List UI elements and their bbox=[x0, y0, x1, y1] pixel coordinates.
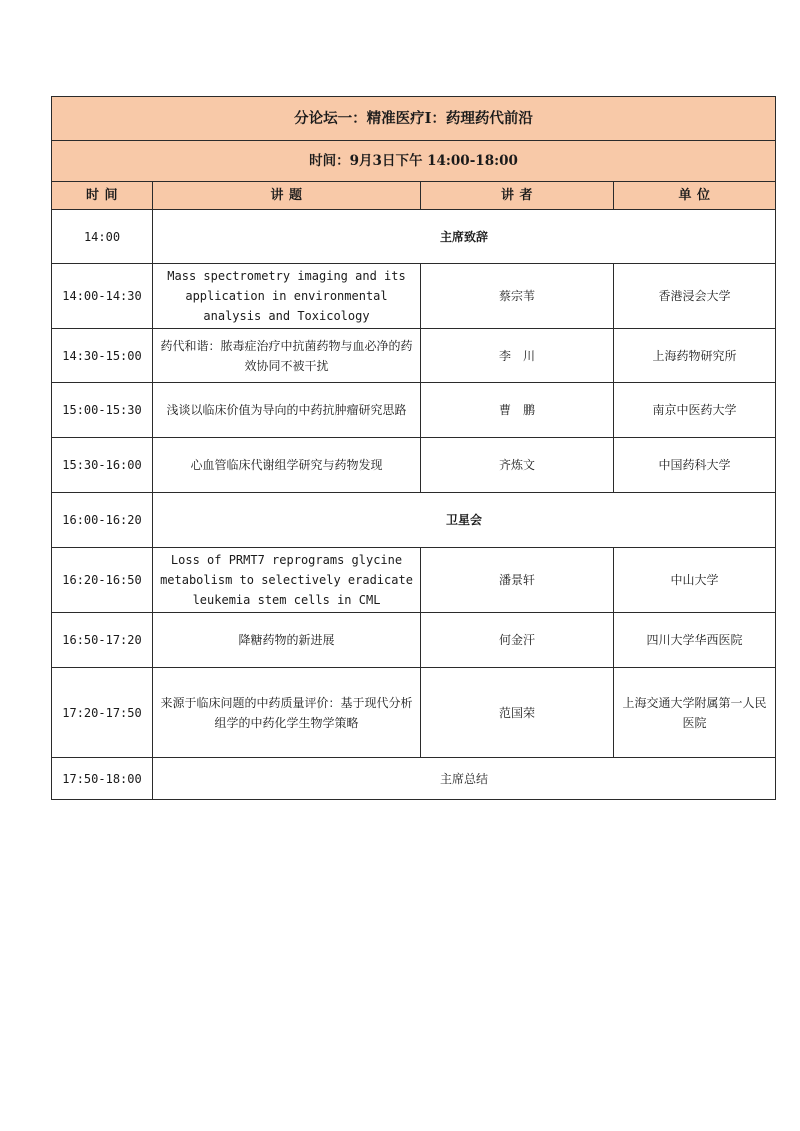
header-time: 时 间 bbox=[52, 182, 153, 210]
session-label: 卫星会 bbox=[153, 493, 776, 548]
session-time: 17:20-17:50 bbox=[52, 668, 153, 758]
session-speaker: 曹 鹏 bbox=[421, 383, 614, 438]
session-topic: 降糖药物的新进展 bbox=[153, 613, 421, 668]
table-row bbox=[52, 438, 776, 493]
session-unit: 中国药科大学 bbox=[614, 438, 776, 493]
table-row bbox=[52, 613, 776, 668]
session-unit: 中山大学 bbox=[614, 548, 776, 613]
title-row bbox=[52, 97, 776, 141]
header-topic: 讲 题 bbox=[153, 182, 421, 210]
session-speaker: 李 川 bbox=[421, 329, 614, 383]
table-row bbox=[52, 493, 776, 548]
session-time: 15:30-16:00 bbox=[52, 438, 153, 493]
session-unit: 上海药物研究所 bbox=[614, 329, 776, 383]
session-label: 主席总结 bbox=[153, 758, 776, 800]
session-time: 14:00-14:30 bbox=[52, 264, 153, 329]
session-topic: 药代和谐：脓毒症治疗中抗菌药物与血必净的药效协同不被干扰 bbox=[153, 329, 421, 383]
session-topic: 来源于临床问题的中药质量评价：基于现代分析组学的中药化学生物学策略 bbox=[153, 668, 421, 758]
forum-title: 分论坛一：精准医疗Ⅰ：药理药代前沿 bbox=[52, 97, 776, 141]
header-unit: 单 位 bbox=[614, 182, 776, 210]
session-unit: 上海交通大学附属第一人民医院 bbox=[614, 668, 776, 758]
session-time: 14:30-15:00 bbox=[52, 329, 153, 383]
header-speaker: 讲 者 bbox=[421, 182, 614, 210]
forum-time: 时间：9月3日下午 14:00-18:00 bbox=[52, 141, 776, 182]
header-row bbox=[52, 182, 776, 210]
schedule-table bbox=[51, 96, 776, 800]
session-topic: 浅谈以临床价值为导向的中药抗肿瘤研究思路 bbox=[153, 383, 421, 438]
session-unit: 南京中医药大学 bbox=[614, 383, 776, 438]
table-row bbox=[52, 264, 776, 329]
session-time: 16:20-16:50 bbox=[52, 548, 153, 613]
table-row bbox=[52, 329, 776, 383]
session-time: 15:00-15:30 bbox=[52, 383, 153, 438]
table-row bbox=[52, 210, 776, 264]
table-row bbox=[52, 758, 776, 800]
session-speaker: 何金汗 bbox=[421, 613, 614, 668]
session-speaker: 潘景轩 bbox=[421, 548, 614, 613]
session-topic: 心血管临床代谢组学研究与药物发现 bbox=[153, 438, 421, 493]
session-label: 主席致辞 bbox=[153, 210, 776, 264]
session-topic: Loss of PRMT7 reprograms glycine metabolism to selectively eradicate leukemia stem cells in CML bbox=[153, 548, 421, 613]
session-speaker: 蔡宗苇 bbox=[421, 264, 614, 329]
session-time: 16:50-17:20 bbox=[52, 613, 153, 668]
table-row bbox=[52, 383, 776, 438]
session-topic: Mass spectrometry imaging and its application in environmental analysis and Toxicology bbox=[153, 264, 421, 329]
session-unit: 香港浸会大学 bbox=[614, 264, 776, 329]
table-row bbox=[52, 548, 776, 613]
time-row bbox=[52, 141, 776, 182]
session-time: 14:00 bbox=[52, 210, 153, 264]
table-row bbox=[52, 668, 776, 758]
session-unit: 四川大学华西医院 bbox=[614, 613, 776, 668]
session-speaker: 范国荣 bbox=[421, 668, 614, 758]
session-speaker: 齐炼文 bbox=[421, 438, 614, 493]
session-time: 16:00-16:20 bbox=[52, 493, 153, 548]
session-time: 17:50-18:00 bbox=[52, 758, 153, 800]
